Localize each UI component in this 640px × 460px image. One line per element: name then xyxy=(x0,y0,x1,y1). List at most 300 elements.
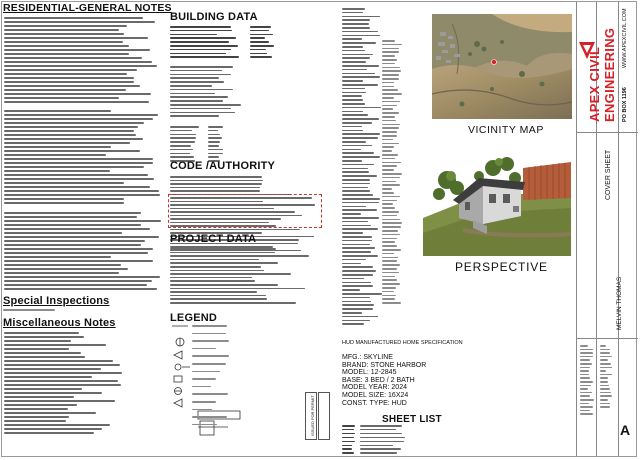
text-line xyxy=(4,228,150,230)
text-line xyxy=(342,57,370,59)
text-line xyxy=(4,166,144,168)
text-line xyxy=(4,388,82,390)
text-line xyxy=(342,84,378,86)
text-line xyxy=(4,348,69,350)
text-line xyxy=(342,282,371,284)
text-line xyxy=(4,178,154,180)
text-line xyxy=(192,355,229,357)
text-line xyxy=(4,372,122,374)
hud-spec-list xyxy=(342,354,426,407)
text-line xyxy=(170,137,196,139)
text-line xyxy=(4,182,124,184)
text-line xyxy=(342,301,371,303)
stamp-label: ISSUED FOR PERMIT xyxy=(310,395,315,436)
text-line xyxy=(4,146,111,148)
text-line xyxy=(342,236,372,238)
text-line xyxy=(580,352,593,354)
text-line xyxy=(170,74,231,76)
text-line xyxy=(342,445,352,447)
text-line xyxy=(342,160,362,162)
text-line xyxy=(4,432,94,434)
vicinity-map-image xyxy=(432,14,572,119)
text-line xyxy=(600,367,612,369)
title-block-divider xyxy=(576,2,577,456)
special-inspections-heading: Special Inspections xyxy=(3,295,110,307)
text-line xyxy=(208,141,220,143)
company-name-line2: ENGINEERING xyxy=(602,27,617,122)
text-line xyxy=(382,188,392,190)
text-line xyxy=(4,118,153,120)
text-line xyxy=(4,190,159,192)
text-line xyxy=(4,65,157,67)
text-line xyxy=(382,279,397,281)
text-line xyxy=(382,135,397,137)
text-line xyxy=(4,134,136,136)
text-line xyxy=(4,344,106,346)
text-line xyxy=(4,202,124,204)
text-line xyxy=(4,260,153,262)
text-line xyxy=(4,384,121,386)
text-line xyxy=(4,236,159,238)
text-line xyxy=(170,284,278,286)
text-line xyxy=(342,103,365,105)
hud-line: BRAND: STONE HARBOR xyxy=(342,361,427,369)
text-line xyxy=(4,85,140,87)
text-line xyxy=(360,441,404,443)
text-line xyxy=(4,138,143,140)
text-line xyxy=(4,356,85,358)
text-line xyxy=(4,244,141,246)
text-line xyxy=(342,171,369,173)
text-line xyxy=(4,420,66,422)
text-line xyxy=(4,280,152,282)
text-line xyxy=(342,266,373,268)
text-line xyxy=(342,293,382,295)
text-line xyxy=(342,27,370,29)
text-line xyxy=(250,34,273,36)
text-line xyxy=(342,99,363,101)
text-line xyxy=(4,29,119,31)
text-line xyxy=(342,209,377,211)
text-line xyxy=(580,349,593,351)
text-line xyxy=(4,170,110,172)
text-line xyxy=(4,408,68,410)
perspective-render xyxy=(423,138,571,256)
sheet-list-heading: SHEET LIST xyxy=(382,414,442,425)
text-line xyxy=(192,393,228,395)
text-line xyxy=(170,26,231,28)
text-line xyxy=(4,194,160,196)
text-line xyxy=(342,149,361,151)
text-line xyxy=(170,93,215,95)
company-name-line1: APEX CIVIL xyxy=(587,46,602,122)
text-line xyxy=(342,80,363,82)
text-line xyxy=(580,403,589,405)
text-line xyxy=(382,131,397,133)
text-line xyxy=(382,276,395,278)
text-line xyxy=(170,270,264,272)
text-line xyxy=(580,363,592,365)
text-line xyxy=(170,273,291,275)
text-line xyxy=(342,156,380,158)
text-line xyxy=(342,190,370,192)
text-line xyxy=(342,118,379,120)
text-line xyxy=(4,376,92,378)
text-line xyxy=(170,53,226,55)
text-line xyxy=(382,200,397,202)
text-line xyxy=(342,141,366,143)
company-po-box: PO BOX 1196 xyxy=(622,87,628,122)
text-line xyxy=(4,224,141,226)
hud-line: CONST. TYPE: HUD xyxy=(342,399,407,407)
text-line xyxy=(382,105,397,107)
text-line xyxy=(4,360,113,362)
text-line xyxy=(342,244,370,246)
text-line xyxy=(250,56,272,58)
text-line xyxy=(382,241,395,243)
text-line xyxy=(342,225,371,227)
text-line xyxy=(342,179,370,181)
text-line xyxy=(342,198,380,200)
text-line xyxy=(382,283,400,285)
text-line xyxy=(192,409,212,411)
text-line xyxy=(342,122,372,124)
text-line xyxy=(342,274,373,276)
legend-heading: LEGEND xyxy=(170,312,218,324)
text-line xyxy=(170,302,296,304)
text-line xyxy=(342,320,370,322)
text-line xyxy=(600,359,608,361)
text-line xyxy=(4,216,137,218)
text-line xyxy=(4,428,102,430)
text-line xyxy=(580,370,589,372)
text-line xyxy=(382,116,395,118)
text-line xyxy=(600,349,610,351)
text-line xyxy=(170,45,238,47)
text-line xyxy=(170,104,241,106)
text-line xyxy=(382,70,401,72)
text-line xyxy=(382,93,402,95)
text-line xyxy=(4,17,143,19)
text-line xyxy=(170,250,301,252)
text-line xyxy=(600,345,606,347)
text-line xyxy=(342,130,363,132)
text-line xyxy=(342,168,368,170)
text-line xyxy=(382,112,399,114)
text-line xyxy=(4,122,144,124)
text-line xyxy=(382,97,394,99)
text-line xyxy=(342,187,368,189)
text-line xyxy=(4,364,120,366)
text-line xyxy=(4,400,115,402)
text-line xyxy=(4,424,110,426)
text-line xyxy=(170,266,261,268)
hud-line: BASE: 3 BED / 2 BATH xyxy=(342,376,415,384)
text-line xyxy=(4,252,148,254)
text-line xyxy=(382,230,398,232)
text-line xyxy=(360,425,402,427)
text-line xyxy=(4,220,161,222)
text-line xyxy=(208,153,223,155)
text-line xyxy=(382,127,399,129)
text-line xyxy=(382,67,400,69)
misc-notes-heading: Miscellaneous Notes xyxy=(3,317,116,329)
text-line xyxy=(170,190,260,192)
text-line xyxy=(342,425,355,427)
text-line xyxy=(342,206,366,208)
text-line xyxy=(4,69,137,71)
text-line xyxy=(4,33,124,35)
text-line xyxy=(342,247,375,249)
text-line xyxy=(382,146,394,148)
text-line xyxy=(170,145,191,147)
text-line xyxy=(382,238,397,240)
text-line xyxy=(170,141,195,143)
text-line xyxy=(342,111,363,113)
text-line xyxy=(4,61,152,63)
text-line xyxy=(382,86,394,88)
text-line xyxy=(342,8,365,10)
text-line xyxy=(342,194,373,196)
text-line xyxy=(192,371,220,373)
text-line xyxy=(382,89,398,91)
text-line xyxy=(170,229,300,231)
text-line xyxy=(342,270,376,272)
legend-symbols xyxy=(168,323,298,438)
hud-line: MODEL: 12-2845 xyxy=(342,369,397,377)
text-line xyxy=(342,61,366,63)
text-line xyxy=(580,377,590,379)
text-line xyxy=(4,142,130,144)
text-line xyxy=(580,413,593,415)
text-line xyxy=(4,101,149,103)
text-line xyxy=(342,175,377,177)
text-line xyxy=(170,156,194,158)
text-line xyxy=(382,249,401,251)
text-line xyxy=(4,392,102,394)
text-line xyxy=(382,245,397,247)
text-line xyxy=(600,370,606,372)
text-line xyxy=(342,263,361,265)
text-line xyxy=(382,203,393,205)
text-line xyxy=(170,100,223,102)
text-line xyxy=(4,232,122,234)
text-line xyxy=(382,55,395,57)
text-line xyxy=(170,280,255,282)
text-line xyxy=(580,385,591,387)
text-line xyxy=(170,248,276,250)
title-block-rule xyxy=(576,132,638,133)
text-line xyxy=(192,416,227,418)
text-line xyxy=(342,285,373,287)
text-line xyxy=(580,345,588,347)
text-line xyxy=(4,288,157,290)
text-line xyxy=(4,81,134,83)
text-line xyxy=(4,264,121,266)
text-line xyxy=(4,150,140,152)
text-line xyxy=(170,37,236,39)
text-line xyxy=(250,41,269,43)
text-line xyxy=(170,41,229,43)
text-line xyxy=(4,93,151,95)
text-line xyxy=(600,381,608,383)
text-line xyxy=(342,42,376,44)
text-line xyxy=(4,21,155,23)
text-line xyxy=(342,92,366,94)
text-line xyxy=(382,154,398,156)
text-line xyxy=(342,452,354,454)
text-line xyxy=(342,95,362,97)
text-line xyxy=(170,176,262,178)
text-line xyxy=(382,287,396,289)
building-data-heading: BUILDING DATA xyxy=(170,11,258,23)
text-line xyxy=(4,256,111,258)
text-line xyxy=(382,268,397,270)
text-line xyxy=(4,276,160,278)
text-line xyxy=(170,96,228,98)
text-line xyxy=(580,359,590,361)
hud-line: MODEL SIZE: 16X24 xyxy=(342,391,409,399)
text-line xyxy=(580,399,594,401)
text-line xyxy=(170,252,275,254)
text-line xyxy=(342,312,362,314)
text-line xyxy=(170,85,212,87)
company-website: WWW.APEXCIVIL.COM xyxy=(622,8,628,68)
text-line xyxy=(342,54,373,56)
hud-line: MFG.: SKYLINE xyxy=(342,354,393,361)
text-line xyxy=(192,333,226,335)
text-line xyxy=(360,448,401,450)
text-line xyxy=(382,211,399,213)
text-line xyxy=(382,59,397,61)
text-line xyxy=(4,248,153,250)
text-line xyxy=(4,336,84,338)
special-inspections-line xyxy=(3,309,55,311)
text-line xyxy=(382,165,397,167)
text-line xyxy=(342,133,380,135)
text-line xyxy=(170,126,199,128)
text-line xyxy=(600,385,609,387)
text-line xyxy=(382,207,395,209)
text-line xyxy=(192,340,229,342)
text-line xyxy=(170,180,263,182)
text-line xyxy=(4,272,119,274)
vicinity-map-heading: VICINITY MAP xyxy=(468,124,544,136)
text-line xyxy=(4,240,145,242)
sheet-name: COVER SHEET xyxy=(605,149,612,200)
text-line xyxy=(4,97,119,99)
text-line xyxy=(170,77,219,79)
text-line xyxy=(4,57,142,59)
stamp-area-2 xyxy=(318,392,330,440)
text-line xyxy=(4,89,126,91)
text-line xyxy=(382,108,393,110)
text-line xyxy=(208,126,223,128)
text-line xyxy=(580,381,593,383)
text-line xyxy=(382,162,401,164)
text-line xyxy=(4,73,127,75)
text-line xyxy=(4,212,141,214)
text-line xyxy=(600,399,608,401)
text-line xyxy=(208,145,219,147)
text-line xyxy=(4,174,148,176)
text-line xyxy=(382,48,399,50)
text-line xyxy=(4,268,128,270)
text-line xyxy=(382,173,402,175)
text-line xyxy=(360,452,397,454)
text-line xyxy=(600,395,612,397)
text-line xyxy=(600,352,610,354)
title-block-rule-2 xyxy=(576,338,638,339)
text-line xyxy=(342,46,363,48)
text-line xyxy=(4,412,96,414)
text-line xyxy=(600,377,608,379)
text-line xyxy=(342,76,380,78)
text-line xyxy=(4,332,79,334)
text-line xyxy=(342,448,352,450)
text-line xyxy=(4,37,148,39)
sheet-number: A xyxy=(620,422,631,438)
text-line xyxy=(170,187,260,189)
text-line xyxy=(170,183,262,185)
text-line xyxy=(382,124,400,126)
text-line xyxy=(342,137,378,139)
text-line xyxy=(342,308,373,310)
text-line xyxy=(600,363,611,365)
text-line xyxy=(4,198,124,200)
text-line xyxy=(342,19,370,21)
text-line xyxy=(170,288,305,290)
text-line xyxy=(600,403,610,405)
text-line xyxy=(170,134,196,136)
text-line xyxy=(382,260,397,262)
text-line xyxy=(4,158,153,160)
text-line xyxy=(382,74,399,76)
text-line xyxy=(4,186,150,188)
text-line xyxy=(382,298,395,300)
client-name: MELVIN THOMAS xyxy=(616,276,623,330)
text-line xyxy=(170,298,267,300)
text-line xyxy=(192,378,216,380)
text-line xyxy=(342,65,379,67)
text-line xyxy=(580,406,593,408)
text-line xyxy=(4,49,150,51)
text-line xyxy=(4,380,118,382)
text-line xyxy=(342,213,361,215)
text-line xyxy=(4,53,129,55)
text-line xyxy=(382,169,394,171)
text-line xyxy=(250,37,265,39)
text-line xyxy=(600,406,610,408)
text-line xyxy=(170,153,190,155)
text-line xyxy=(382,219,400,221)
text-line xyxy=(580,367,590,369)
text-line xyxy=(170,255,309,257)
text-line xyxy=(342,255,378,257)
text-line xyxy=(4,45,129,47)
text-line xyxy=(4,41,123,43)
text-line xyxy=(342,251,371,253)
text-line xyxy=(382,51,399,53)
text-line xyxy=(342,323,364,325)
text-line xyxy=(342,16,380,18)
text-line xyxy=(4,130,134,132)
text-line xyxy=(192,325,227,327)
text-line xyxy=(208,137,222,139)
text-line xyxy=(342,304,374,306)
text-line xyxy=(250,53,267,55)
text-line xyxy=(342,114,368,116)
